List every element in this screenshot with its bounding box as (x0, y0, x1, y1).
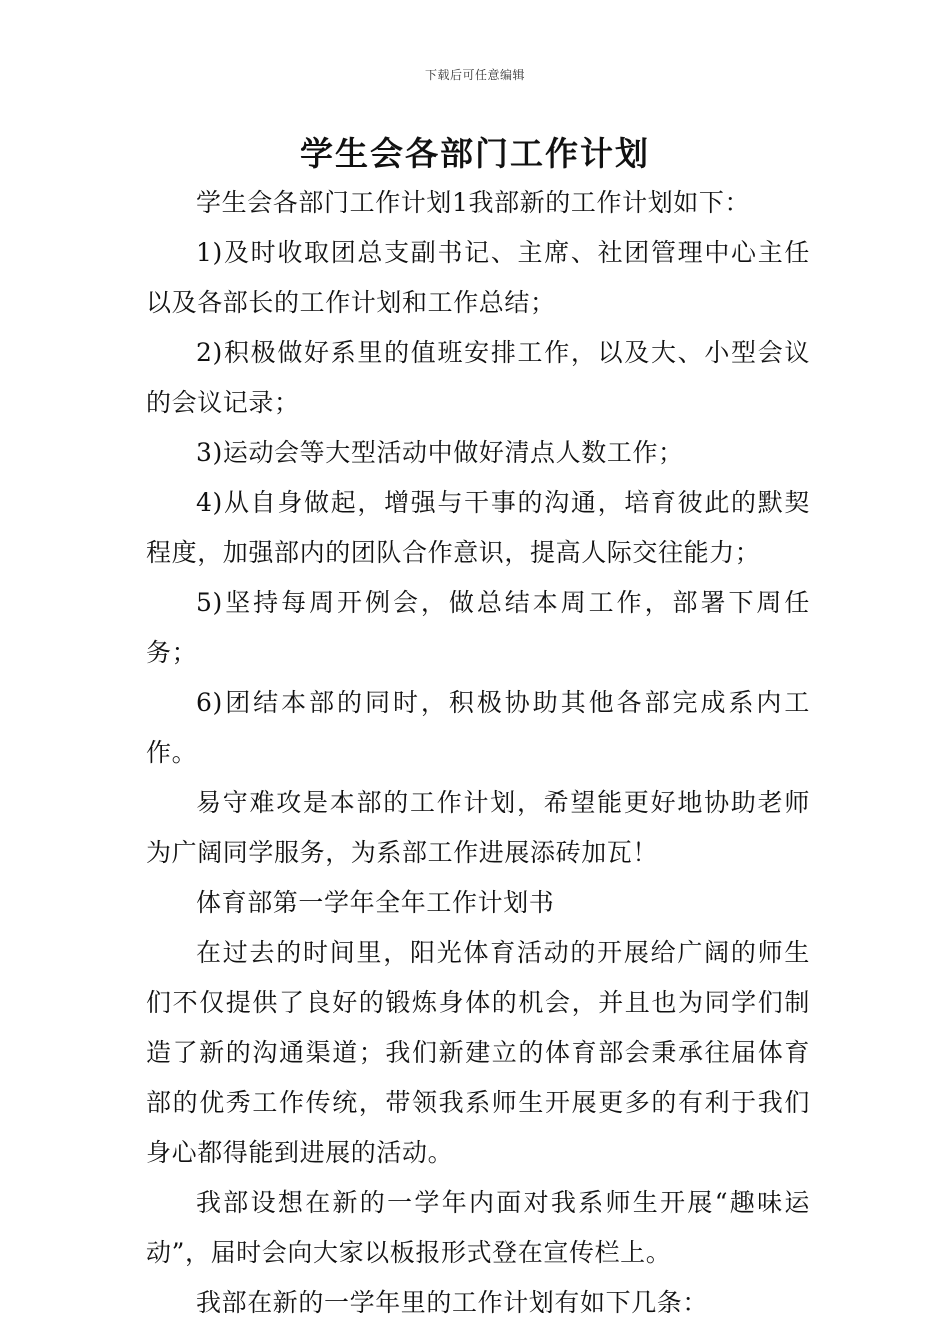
paragraph-intro: 学生会各部门工作计划1我部新的工作计划如下： (196, 188, 751, 217)
paragraph-fun-sports: 我部设想在新的一学年内面对我系师生开展“趣味运动”，届时会向大家以板报形式登在宣传栏上。 (146, 1188, 810, 1267)
document-title: 学生会各部门工作计划 (300, 134, 650, 173)
paragraph-item-1: 1)及时收取团总支副书记、主席、社团管理中心主任以及各部长的工作计划和工作总结； (146, 238, 810, 317)
paragraph-item-6: 6)团结本部的同时，积极协助其他各部完成系内工作。 (146, 688, 810, 767)
document-body (146, 178, 810, 1328)
paragraph-item-4: 4)从自身做起，增强与干事的沟通，培育彼此的默契程度，加强部内的团队合作意识，提高人际交往能力； (146, 488, 810, 567)
paragraph-item-3: 3)运动会等大型活动中做好清点人数工作； (196, 438, 684, 467)
section-heading-sports: 体育部第一学年全年工作计划书 (196, 888, 555, 917)
header-note: 下载后可任意编辑 (424, 68, 525, 82)
paragraph-sports-intro: 在过去的时间里，阳光体育活动的开展给广阔的师生们不仅提供了良好的锻炼身体的机会，并且也为同学们制造了新的沟通渠道；我们新建立的体育部会秉承往届体育部的优秀工作传统，带领我系师生开展更多的有利于我们身心都得能到进展的活动。 (146, 938, 810, 1167)
paragraph-item-2: 2)积极做好系里的值班安排工作，以及大、小型会议的会议记录； (146, 338, 810, 417)
paragraph-item-5: 5)坚持每周开例会，做总结本周工作，部署下周任务； (146, 588, 810, 667)
paragraph-plan-list-intro: 我部在新的一学年里的工作计划有如下几条： (196, 1288, 709, 1317)
paragraph-summary: 易守难攻是本部的工作计划，希望能更好地协助老师为广阔同学服务，为系部工作进展添砖加瓦！ (146, 788, 810, 867)
